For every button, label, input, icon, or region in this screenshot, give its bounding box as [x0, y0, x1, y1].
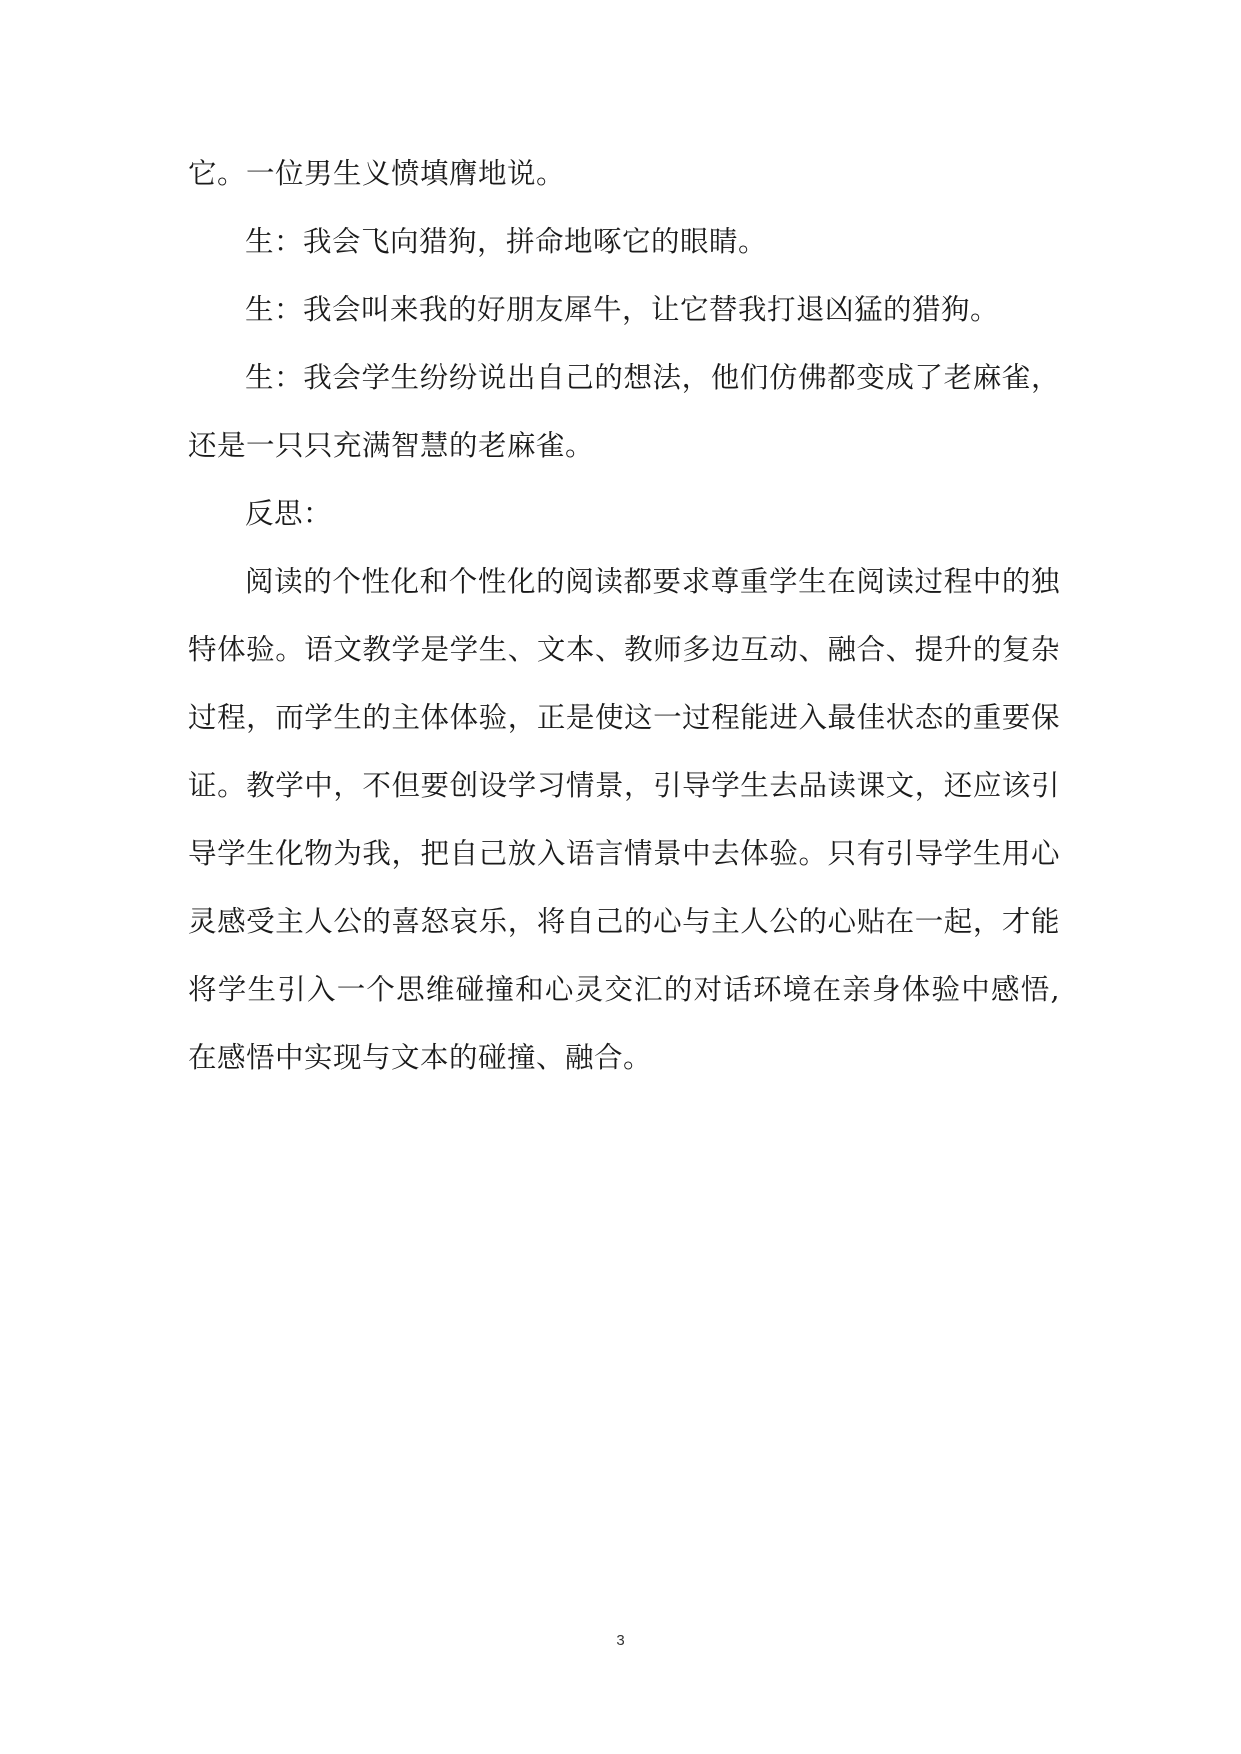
paragraph-continuation: 它。一位男生义愤填膺地说。	[188, 157, 566, 190]
paragraph-student-reply-2: 生：我会叫来我的好朋友犀牛，让它替我打退凶猛的猎狗。	[245, 293, 1000, 326]
paragraph-student-reply-1: 生：我会飞向猎狗，拼命地啄它的眼睛。	[245, 225, 768, 258]
page-number: 3	[616, 1632, 625, 1649]
document-body	[188, 140, 1060, 1092]
paragraph-student-reply-3: 生：我会学生纷纷说出自己的想法，他们仿佛都变成了老麻雀，还是一只只充满智慧的老麻雀。	[188, 361, 1060, 462]
paragraph-reflection-heading: 反思：	[245, 497, 333, 530]
paragraph-reflection-body: 阅读的个性化和个性化的阅读都要求尊重学生在阅读过程中的独特体验。语文教学是学生、文本、教师多边互动、融合、提升的复杂过程，而学生的主体体验，正是使这一过程能进入最佳状态的重要保证。教学中，不但要创设学习情景，引导学生去品读课文，还应该引导学生化物为我，把自己放入语言情景中去体验。只有引导学生用心灵感受主人公的喜怒哀乐，将自己的心与主人公的心贴在一起，才能将学生引入一个思维碰撞和心灵交汇的对话环境在亲身体验中感悟,在感悟中实现与文本的碰撞、融合。	[188, 565, 1060, 1074]
